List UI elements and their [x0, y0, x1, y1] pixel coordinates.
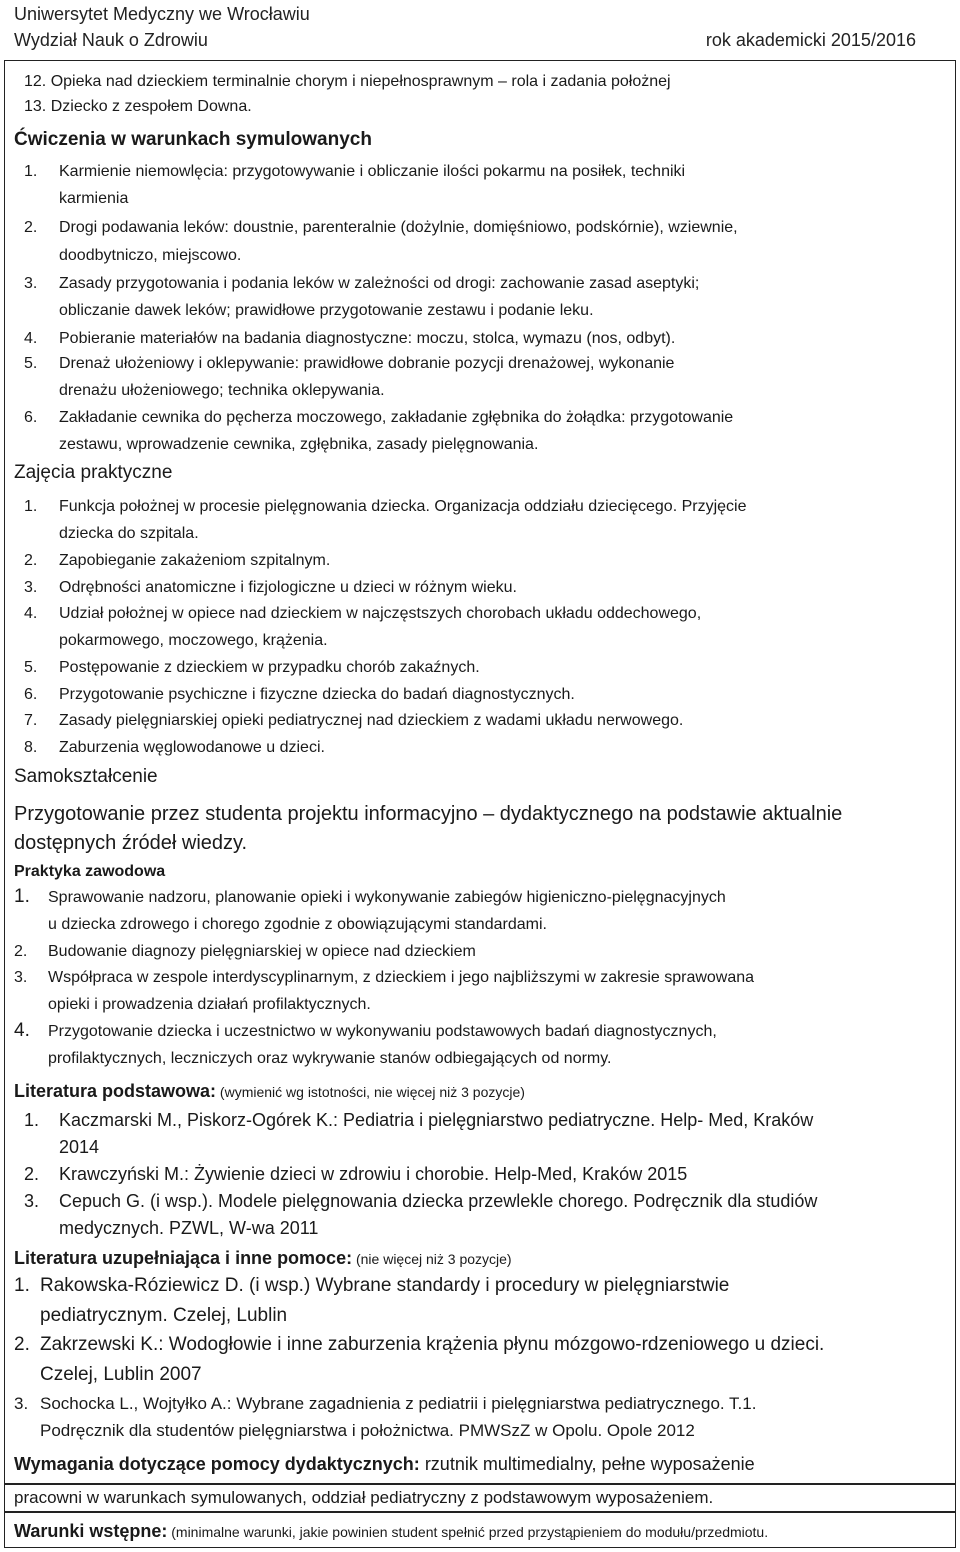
list-item: Pobieranie materiałów na badania diagnostyczne: moczu, stolca, wymazu (nos, odbyt). [59, 330, 676, 347]
list-item: Sprawowanie nadzoru, planowanie opieki i wykonywanie zabiegów higieniczno-pielęgnacyjnych [48, 889, 726, 906]
list-item-number: 6. [24, 409, 38, 426]
list-item: Odrębności anatomiczne i fizjologiczne u dzieci w różnym wieku. [59, 579, 517, 596]
list-item-number: 6. [24, 686, 38, 703]
list-item-number: 2. [14, 1334, 30, 1355]
list-item-number: 3. [24, 579, 38, 596]
university-name: Uniwersytet Medyczny we Wrocławiu [14, 4, 310, 24]
list-item-number: 1. [24, 1110, 40, 1130]
list-item: Zakrzewski K.: Wodogłowie i inne zaburzenia krążenia płynu mózgowo-rdzeniowego u dzieci. [40, 1334, 825, 1355]
list-item-number: 2. [24, 1164, 40, 1184]
teaching-aids-line2: pracowni w warunkach symulowanych, oddział pediatryczny z podstawowym wyposażeniem. [14, 1488, 714, 1507]
list-item-number: 3. [14, 1394, 29, 1413]
list-item: u dziecka zdrowego i chorego zgodnie z obowiązującymi standardami. [48, 916, 547, 933]
list-item: Drenaż ułożeniowy i oklepywanie: prawidłowe dobranie pozycji drenażowej, wykonanie [59, 355, 675, 372]
list-item-number: 4. [14, 1020, 30, 1041]
list-item: Zaburzenia węglowodanowe u dzieci. [59, 739, 325, 756]
list-item-number: 1. [24, 498, 38, 515]
list-item: Przygotowanie psychiczne i fizyczne dziecka do badań diagnostycznych. [59, 686, 575, 703]
list-item: Przygotowanie dziecka i uczestnictwo w wykonywaniu podstawowych badań diagnostycznych, [48, 1023, 717, 1040]
list-item: Cepuch G. (i wsp.). Modele pielęgnowania dziecka przewlekle chorego. Podręcznik dla studiów [59, 1191, 818, 1211]
list-item: Współpraca w zespole interdyscyplinarnym, z dzieckiem i jego najbliższymi w zakresie sprawowana [48, 969, 755, 986]
list-item-number: 1. [24, 163, 38, 180]
list-item: Drogi podawania leków: doustnie, parenteralnie (dożylnie, domięśniowo, podskórnie), wziewnie, [59, 219, 738, 236]
list-item: Funkcja położnej w procesie pielęgnowania dziecka. Organizacja oddziału dziecięcego. Przyjęcie [59, 498, 747, 515]
list-item-number: 5. [24, 355, 38, 372]
list-item: 2014 [59, 1137, 100, 1157]
list-item: drenażu ułożeniowego; technika oklepywania. [59, 382, 385, 399]
list-item-number: 4. [24, 330, 38, 347]
list-item: Sochocka L., Wojtyłko A.: Wybrane zagadnienia z pediatrii i pielęgniarstwa pediatrycznego. T.1. [40, 1394, 757, 1413]
list-item-number: 2. [14, 943, 28, 960]
self-study-text: Przygotowanie przez studenta projektu informacyjno – dydaktycznego na podstawie aktualnie [14, 803, 843, 825]
list-item: Budowanie diagnozy pielęgniarskiej w opiece nad dzieckiem [48, 943, 476, 960]
list-item-number: 1. [14, 886, 30, 907]
list-item: zestawu, wprowadzenie cewnika, zgłębnika, zasady pielęgnowania. [59, 436, 539, 453]
list-item: Udział położnej w opiece nad dzieckiem w najczęstszych chorobach układu oddechowego, [59, 605, 702, 622]
list-item-number: 3. [24, 1191, 40, 1211]
list-item: Zapobieganie zakażeniom szpitalnym. [59, 552, 331, 569]
list-item-number: 2. [24, 552, 38, 569]
prerequisites-line: Warunki wstępne: (minimalne warunki, jakie powinien student spełnić przed przystąpieniem do modułu/przedmiotu. [14, 1521, 769, 1541]
list-item: doodbytniczo, miejscowo. [59, 247, 242, 264]
list-item: Zakładanie cewnika do pęcherza moczowego, zakładanie zgłębnika do żołądka: przygotowanie [59, 409, 734, 426]
list-item: Karmienie niemowlęcia: przygotowywanie i obliczanie ilości pokarmu na posiłek, techniki [59, 163, 686, 180]
list-item: Czelej, Lublin 2007 [40, 1364, 202, 1385]
list-item: karmienia [59, 190, 129, 207]
list-item: Kaczmarski M., Piskorz-Ogórek K.: Pediatria i pielęgniarstwo pediatryczne. Help- Med, Kraków [59, 1110, 814, 1130]
list-item-number: 1. [14, 1275, 30, 1296]
teaching-aids-line: Wymagania dotyczące pomocy dydaktycznych: rzutnik multimedialny, pełne wyposażenie [14, 1454, 755, 1474]
list-item-number: 3. [14, 969, 28, 986]
list-item: opieki i prowadzenia działań profilaktycznych. [48, 996, 371, 1013]
list-item: obliczanie dawek leków; prawidłowe przygotowanie zestawu i podanie leku. [59, 302, 594, 319]
list-item: Postępowanie z dzieckiem w przypadku chorób zakaźnych. [59, 659, 480, 676]
list-item: dziecka do szpitala. [59, 525, 199, 542]
section-heading-professional: Praktyka zawodowa [14, 863, 166, 880]
faculty-name: Wydział Nauk o Zdrowiu [14, 30, 208, 50]
supplementary-literature-heading-line: Literatura uzupełniająca i inne pomoce: (nie więcej niż 3 pozycje) [14, 1248, 512, 1268]
list-item-number: 2. [24, 219, 38, 236]
list-item: Podręcznik dla studentów pielęgniarstwa i położnictwa. PMWSzZ w Opolu. Opole 2012 [40, 1421, 695, 1440]
basic-literature-heading-line: Literatura podstawowa: (wymienić wg istotności, nie więcej niż 3 pozycje) [14, 1081, 525, 1101]
list-item: pediatrycznym. Czelej, Lublin [40, 1305, 288, 1326]
section-heading-practical: Zajęcia praktyczne [14, 462, 173, 483]
self-study-text: dostępnych źródeł wiedzy. [14, 832, 248, 854]
list-item-number: 5. [24, 659, 38, 676]
list-item-number: 8. [24, 739, 38, 756]
list-item: Zasady przygotowania i podania leków w zależności od drogi: zachowanie zasad aseptyki; [59, 275, 700, 292]
list-item: profilaktycznych, leczniczych oraz wykrywanie stanów odbiegających od normy. [48, 1050, 612, 1067]
list-item-number: 7. [24, 712, 38, 729]
list-item: pokarmowego, moczowego, krążenia. [59, 632, 328, 649]
academic-year: rok akademicki 2015/2016 [705, 30, 916, 50]
list-item: Rakowska-Róziewicz D. (i wsp.) Wybrane standardy i procedury w pielęgniarstwie [40, 1275, 730, 1296]
list-item: Zasady pielęgniarskiej opieki pediatrycznej nad dzieckiem z wadami układu nerwowego. [59, 712, 684, 729]
list-item: Krawczyński M.: Żywienie dzieci w zdrowiu i chorobie. Help-Med, Kraków 2015 [59, 1164, 688, 1184]
section-heading-self-study: Samokształcenie [14, 766, 158, 787]
page-header [14, 0, 916, 56]
list-item-number: 4. [24, 605, 38, 622]
section-heading-simulated: Ćwiczenia w warunkach symulowanych [14, 129, 372, 150]
list-item-number: 3. [24, 275, 38, 292]
list-item: 13. Dziecko z zespołem Downa. [24, 98, 252, 115]
list-item: medycznych. PZWL, W-wa 2011 [59, 1218, 319, 1238]
list-item: 12. Opieka nad dzieckiem terminalnie chorym i niepełnosprawnym – rola i zadania położnej [24, 73, 671, 90]
